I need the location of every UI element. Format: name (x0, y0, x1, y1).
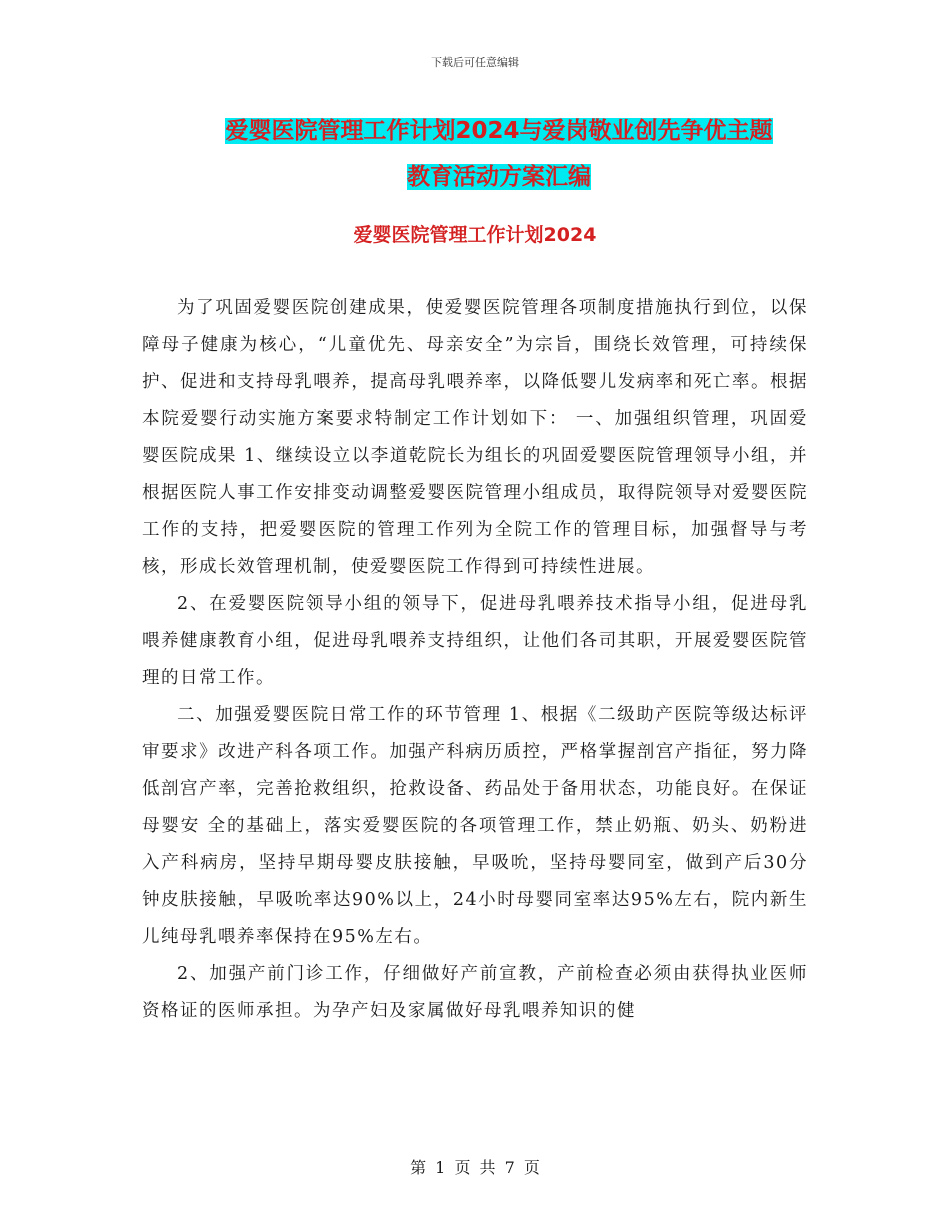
section-title: 爱婴医院管理工作计划2024 (353, 224, 597, 246)
paragraph: 为了巩固爱婴医院创建成果，使爱婴医院管理各项制度措施执行到位，以保障母子健康为核心，“儿童优先、母亲安全”为宗旨，围绕长效管理，可持续保护、促进和支持母乳喂养，提高母乳喂养率，以降低婴儿发病率和死亡率。根据本院爱婴行动实施方案要求特制定工作计划如下： 一、加强组织管理，巩固爱婴医院成果 1、继续设立以李道乾院长为组长的巩固爱婴医院管理领导小组，并根据医院人事工作安排变动调整爱婴医院管理小组成员，取得院领导对爱婴医院工作的支持，把爱婴医院的管理工作列为全院工作的管理目标，加强督导与考核，形成长效管理机制，使爱婴医院工作得到可持续性进展。 (142, 298, 808, 577)
page-number: 第 1 页 共 7 页 (410, 1158, 540, 1177)
header-note: 下载后可任意编辑 (431, 56, 519, 69)
paragraph: 2、加强产前门诊工作，仔细做好产前宣教，产前检查必须由获得执业医师资格证的医师承担。为孕产妇及家属做好母乳喂养知识的健 (142, 964, 808, 1021)
document-title-line-1: 爱婴医院管理工作计划2024与爱岗敬业创先争优主题 (225, 118, 773, 144)
document-body (142, 290, 808, 1030)
paragraph: 2、在爱婴医院领导小组的领导下，促进母乳喂养技术指导小组，促进母乳喂养健康教育小组，促进母乳喂养支持组织，让他们各司其职，开展爱婴医院管理的日常工作。 (142, 594, 808, 688)
paragraph: 二、加强爱婴医院日常工作的环节管理 1、根据《二级助产医院等级达标评审要求》改进产科各项工作。加强产科病历质控，严格掌握剖宫产指征，努力降低剖宫产率，完善抢救组织，抢救设备、药品处于备用状态，功能良好。在保证母婴安 全的基础上，落实爱婴医院的各项管理工作，禁止奶瓶、奶头、奶粉进入产科病房，坚持早期母婴皮肤接触，早吸吮，坚持母婴同室，做到产后30分钟皮肤接触，早吸吮率达90%以上，24小时母婴同室率达95%左右，院内新生儿纯母乳喂养率保持在95%左右。 (142, 705, 808, 947)
document-title (140, 108, 858, 200)
document-title-line-2: 教育活动方案汇编 (407, 164, 591, 190)
